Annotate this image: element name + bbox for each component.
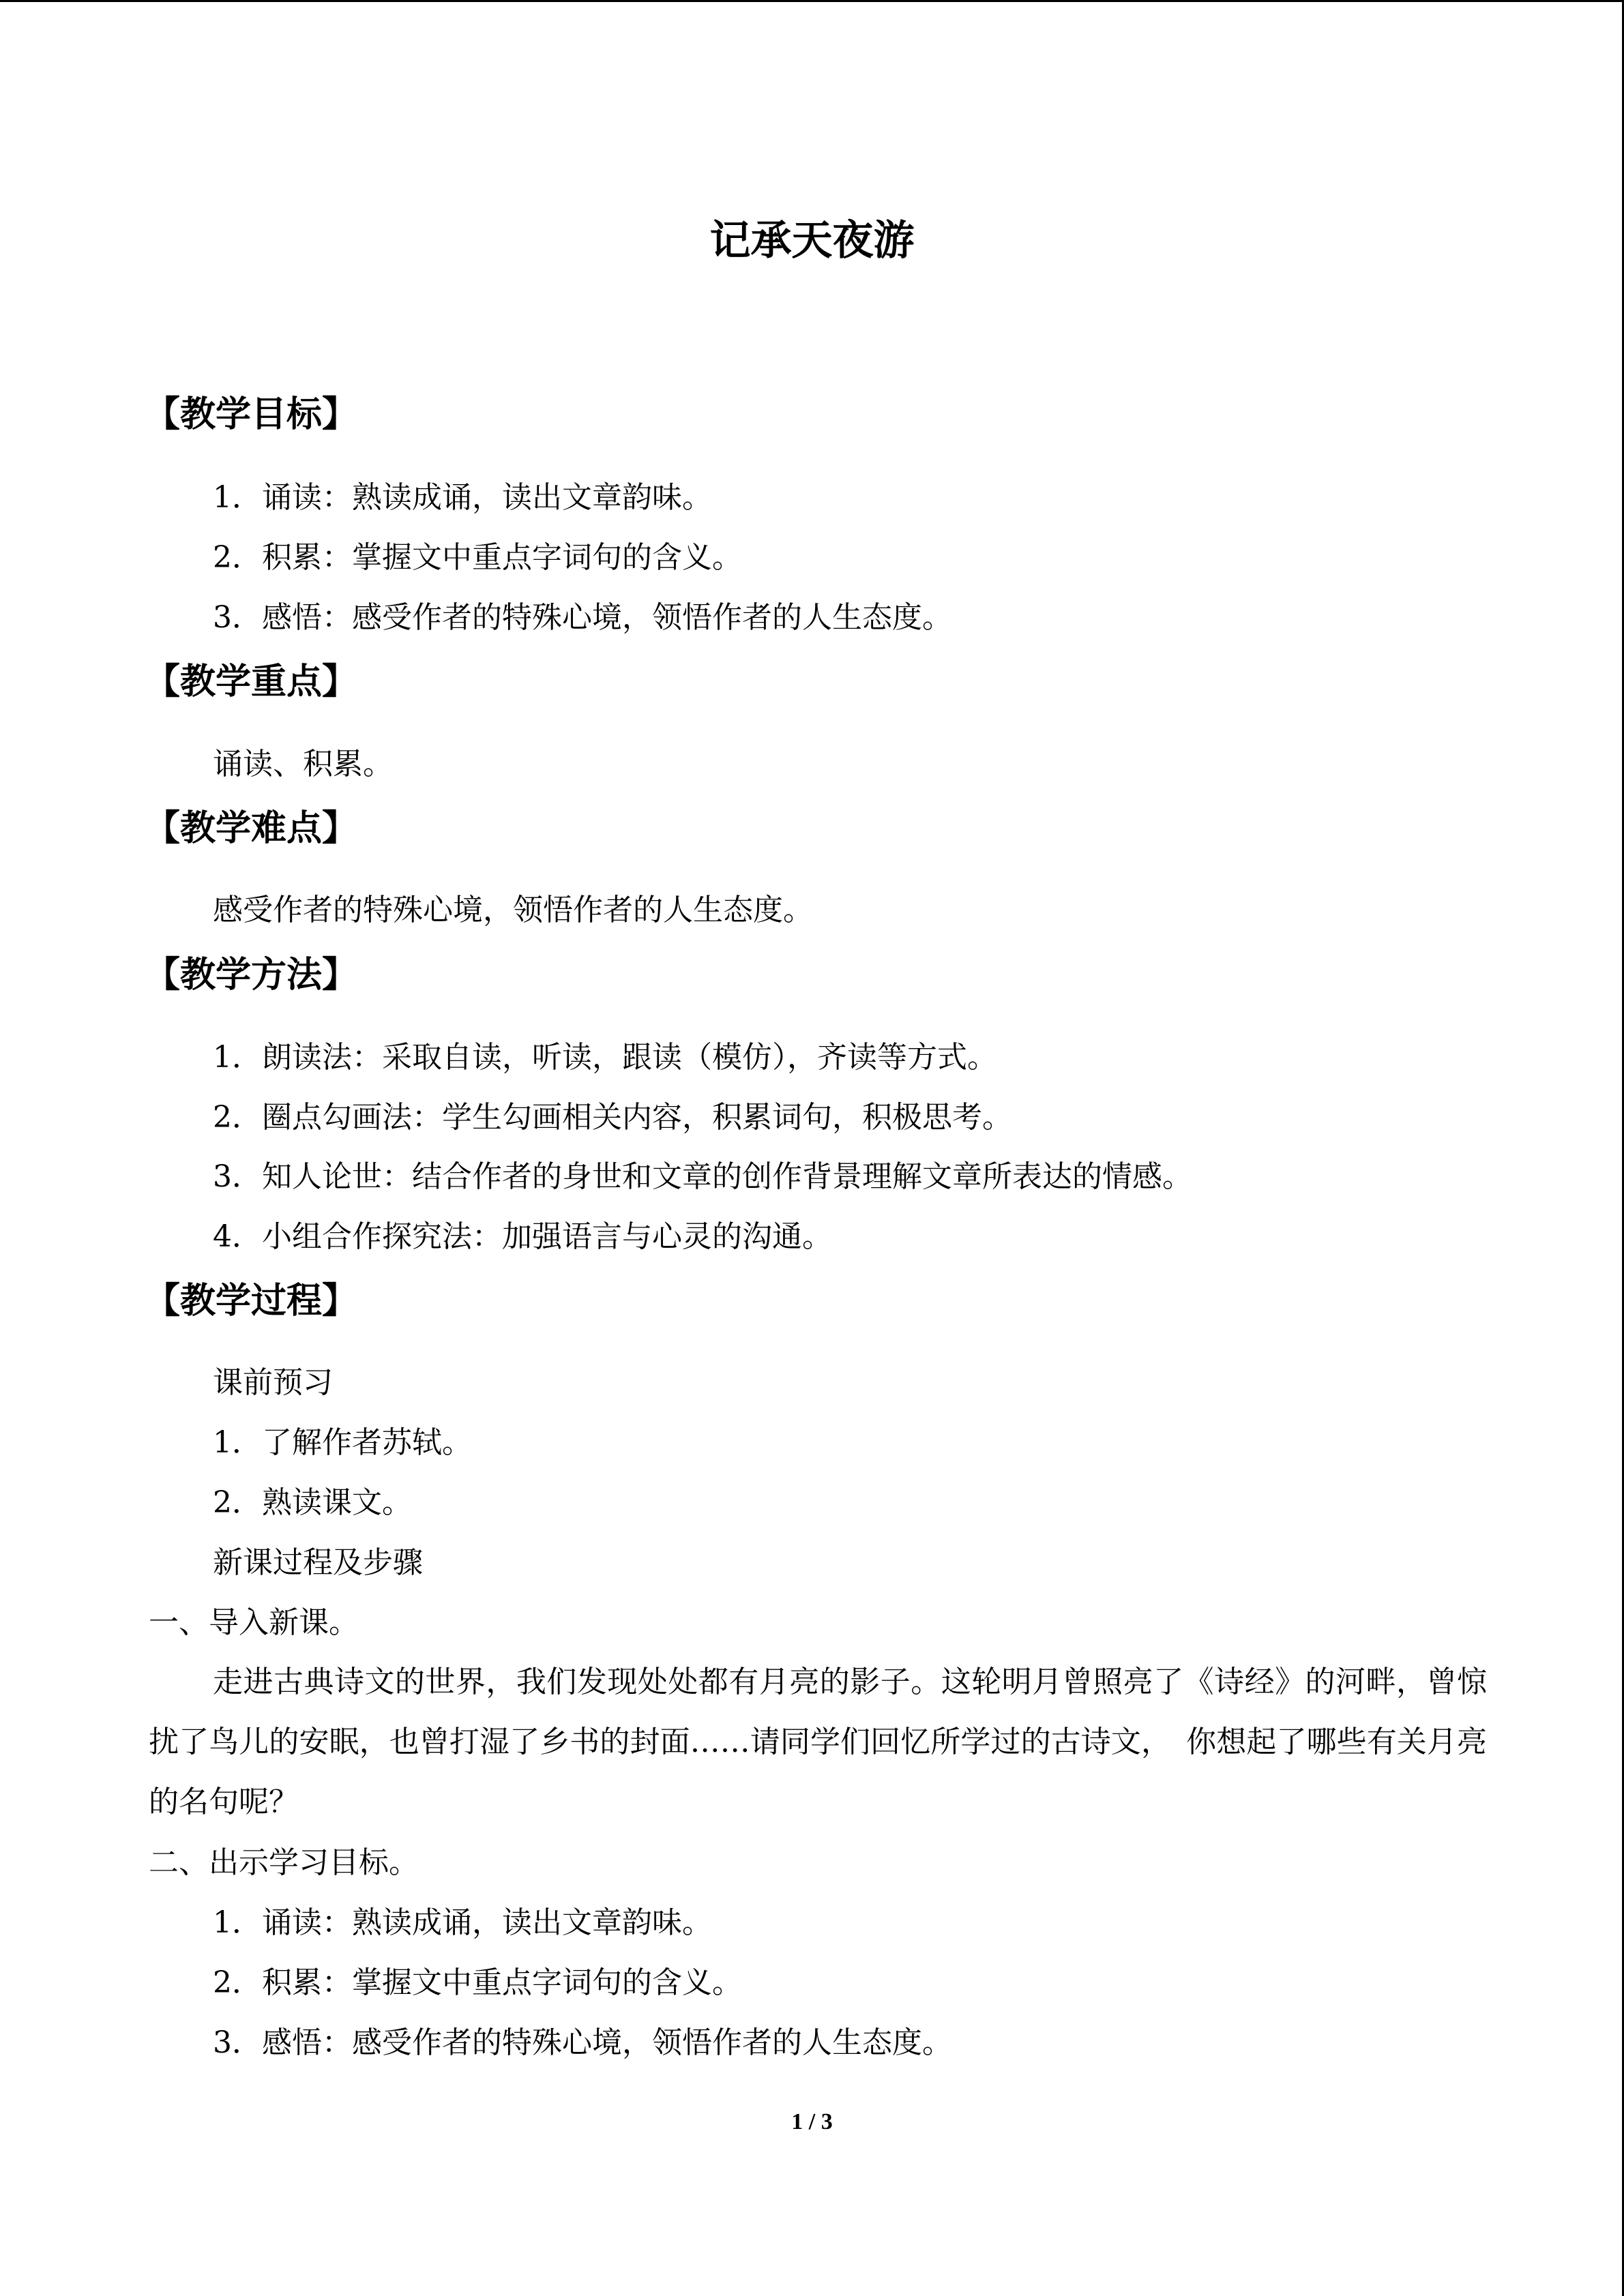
heading-difficulties: 【教学难点】 (145, 808, 358, 849)
step2-item-1: 1．诵读：熟读成诵，读出文章韵味。 (213, 1905, 712, 1940)
method-item-1: 1．朗读法：采取自读，听读，跟读（模仿），齐读等方式。 (213, 1040, 997, 1075)
heading-process: 【教学过程】 (145, 1281, 358, 1322)
heading-teaching-goals: 【教学目标】 (145, 394, 358, 435)
method-item-2: 2．圈点勾画法：学生勾画相关内容，积累词句，积极思考。 (213, 1100, 1012, 1135)
goal-item-2: 2．积累：掌握文中重点字词句的含义。 (213, 540, 742, 575)
difficulties-text: 感受作者的特殊心境，领悟作者的人生态度。 (213, 893, 813, 927)
key-points-text: 诵读、积累。 (213, 747, 393, 781)
heading-key-points: 【教学重点】 (145, 661, 358, 702)
heading-methods: 【教学方法】 (145, 955, 358, 996)
goal-item-1: 1．诵读：熟读成诵，读出文章韵味。 (213, 480, 712, 515)
step2-item-2: 2．积累：掌握文中重点字词句的含义。 (213, 1965, 742, 2000)
goal-item-3: 3．感悟：感受作者的特殊心境，领悟作者的人生态度。 (213, 600, 952, 635)
step1-paragraph: 走进古典诗文的世界，我们发现处处都有月亮的影子。这轮明月曾照亮了《诗经》的河畔，曾惊扰了鸟儿的安眠，也曾打湿了乡书的封面……请同学们回忆所学过的古诗文， 你想起了哪些有关月亮的名句呢？ (149, 1665, 1487, 1819)
preview-item-1: 1．了解作者苏轼。 (213, 1425, 472, 1460)
step2-item-3: 3．感悟：感受作者的特殊心境，领悟作者的人生态度。 (213, 2025, 952, 2060)
preview-label: 课前预习 (213, 1365, 333, 1400)
preview-item-2: 2．熟读课文。 (213, 1485, 412, 1520)
new-lesson-label: 新课过程及步骤 (213, 1545, 423, 1580)
page-number: 1 / 3 (791, 2109, 833, 2134)
method-item-3: 3．知人论世：结合作者的身世和文章的创作背景理解文章所表达的情感。 (213, 1159, 1192, 1194)
page-title: 记承天夜游 (709, 217, 915, 265)
method-item-4: 4．小组合作探究法：加强语言与心灵的沟通。 (213, 1219, 832, 1254)
step2-title: 二、出示学习目标。 (149, 1845, 419, 1880)
step1-title: 一、导入新课。 (149, 1605, 359, 1640)
